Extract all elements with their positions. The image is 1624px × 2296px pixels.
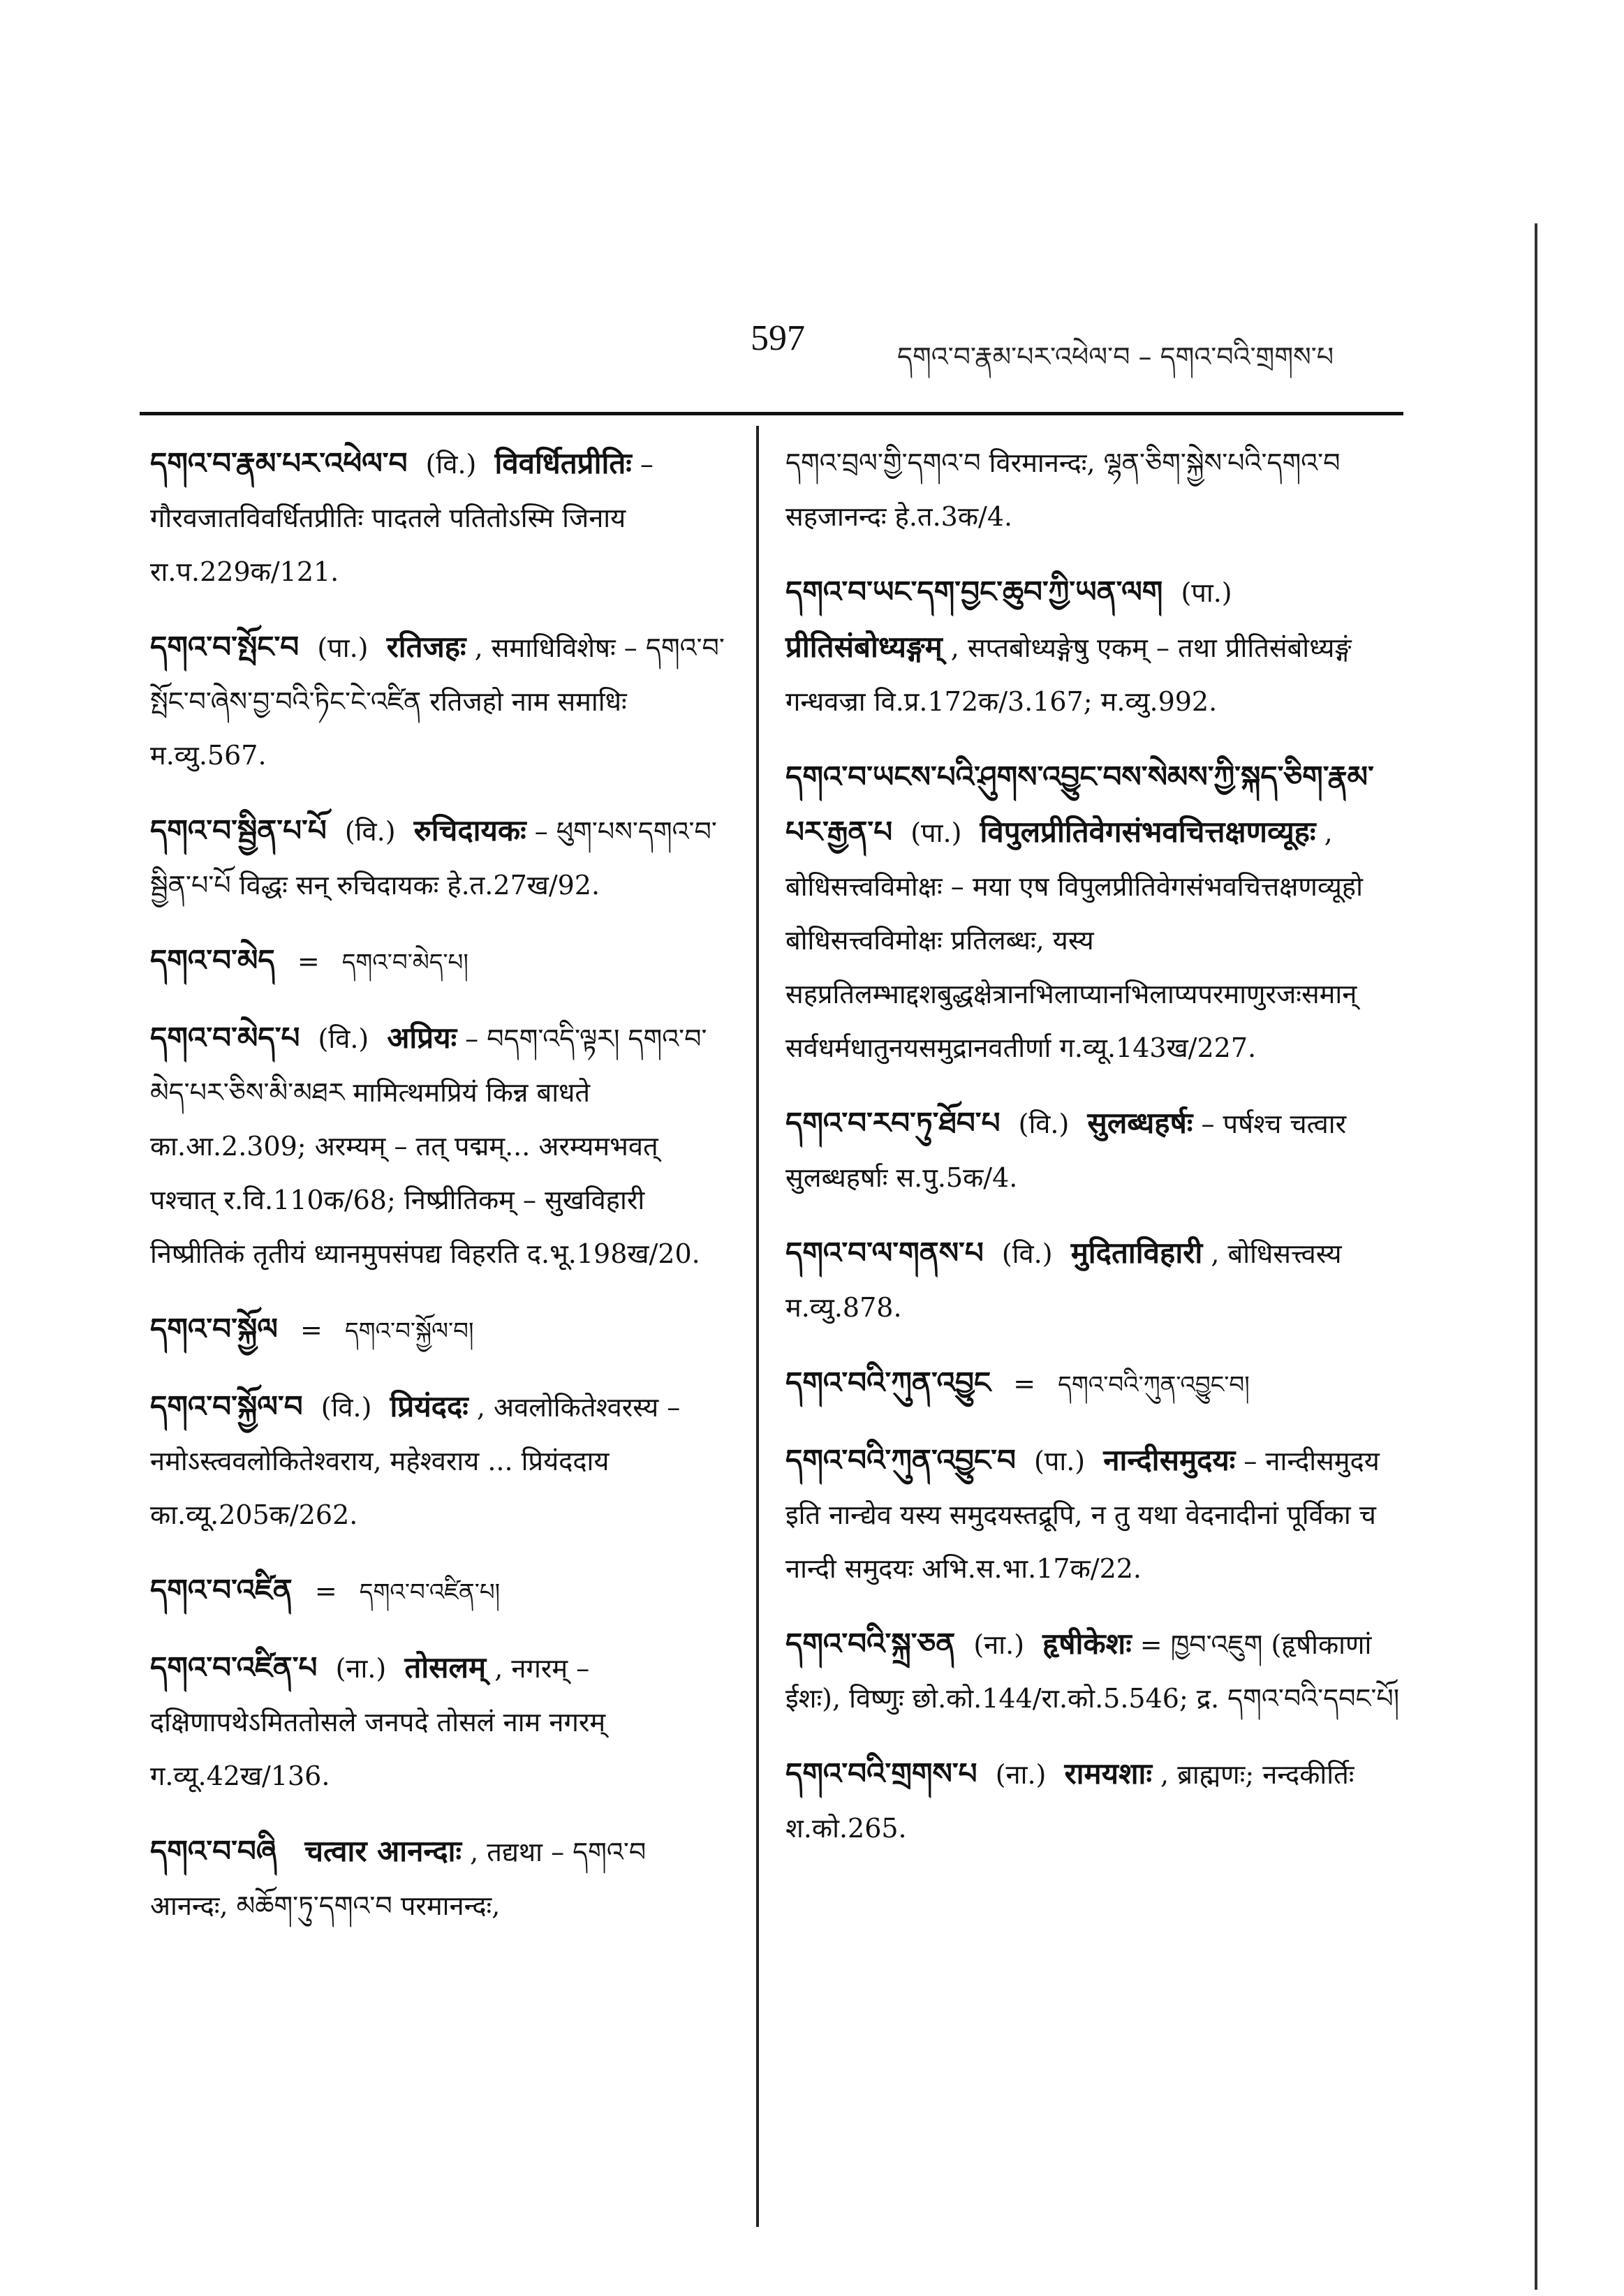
entry-main: तोसलम् [404, 1650, 487, 1684]
entry-grammar: (पा.) [1033, 1446, 1086, 1476]
entry-main: हृषीकेशः [1042, 1627, 1132, 1661]
entry-text: དགའ་བྲལ་གྱི་དགའ་བ विरमानन्दः, ལྷན་ཅིག་སྐྱེས་པའི་དགའ་བ सहजानन्दः हे.त.3क/4. [785, 447, 1341, 532]
entry-headword: དགའ་བ་མེད [150, 943, 275, 977]
entry-headword: དགའ་བ་མེད་པ [150, 1021, 300, 1055]
dictionary-entry [785, 1617, 1400, 1726]
dictionary-entry [785, 1096, 1400, 1205]
page-edge-line [1535, 223, 1537, 2290]
dictionary-entry [785, 750, 1400, 1075]
entry-main: विपुलप्रीतिवेगसंभवचित्तक्षणव्यूहः [980, 815, 1316, 849]
entry-grammar: (पा.) [317, 632, 369, 663]
entry-text: དགའ་བའི་ཀུན་འབྱུང་བ། [1058, 1371, 1250, 1399]
entry-equals: = [1013, 1368, 1036, 1399]
entry-text: , सप्तबोध्यङ्गेषु एकम् – तथा प्रीतिसंबोध्यङ्गं गन्धवज्रा वि.प्र.172क/3.167; म.व्यु.992. [785, 632, 1352, 717]
entry-main: चत्वार आनन्दाः [304, 1834, 462, 1868]
entry-text: , बोधिसत्त्वविमोक्षः – मया एष विपुलप्रीतिवेगसंभवचित्तक्षणव्यूहो बोधिसत्त्वविमोक्षः प्रतिलब्धः, यस्य सहप्रतिलम्भाद्दशबुद्धक्षेत्रानभिलाप्यानभिलाप्यपरमाणुरजःसमान् सर्वधर्मधातुनयसमुद्रानवतीर्णा ग.व्यू.143ख/227. [785, 817, 1363, 1063]
entry-grammar: (ना.) [335, 1653, 387, 1684]
dictionary-entry [785, 1226, 1400, 1335]
dictionary-entry [150, 803, 730, 912]
page-number: 597 [751, 318, 805, 358]
entry-equals: = [300, 1314, 323, 1345]
entry-main: रुचिदायकः [413, 813, 526, 847]
entry-grammar: (वि.) [425, 449, 477, 480]
entry-main: अप्रियः [387, 1021, 457, 1055]
dictionary-entry [150, 1563, 730, 1620]
entry-headword: དགའ་བ་ཡང་དག་བྱང་ཆུབ་ཀྱི་ཡན་ལག [785, 575, 1163, 609]
entry-main: प्रियंददः [390, 1389, 468, 1423]
entry-main: विवर्धितप्रीतिः [494, 446, 632, 480]
entry-text: , ब्राह्मणः; नन्दकीर्तिः श.को.265. [785, 1759, 1354, 1844]
entry-text: དགའ་བ་སྐྱོལ་བ། [344, 1317, 474, 1345]
entry-main: नान्दीसमुदयः [1103, 1443, 1236, 1477]
entry-main: प्रीतिसंबोध्यङ्गम् [785, 630, 943, 664]
entry-text: – गौरवजातविवर्धितप्रीतिः पादतले पतितोऽस्मि जिनाय रा.प.229क/121. [150, 449, 654, 587]
dictionary-entry [150, 1640, 730, 1803]
entry-text: , तद्यथा – དགའ་བ आनन्दः, མཆོག་ཏུ་དགའ་བ परमानन्दः, [150, 1837, 647, 1921]
entry-text: , बोधिसत्त्वस्य म.व्यु.878. [785, 1238, 1342, 1323]
dictionary-entry-continued [785, 436, 1400, 544]
entry-grammar: (वि.) [1018, 1109, 1070, 1139]
entry-headword: དགའ་བ་རབ་ཏུ་ཐོབ་པ [785, 1106, 1001, 1140]
header-rule [140, 412, 1403, 415]
entry-text: – पर्षश्च चत्वार सुलब्धहर्षाः स.पु.5क/4. [785, 1109, 1347, 1193]
entry-grammar: (वि.) [1001, 1238, 1053, 1269]
entry-headword: དགའ་བ་སྐྱོལ [150, 1312, 278, 1346]
dictionary-entry [150, 1011, 730, 1281]
entry-grammar: (वि.) [320, 1392, 372, 1423]
dictionary-entry [785, 1356, 1400, 1412]
dictionary-entry [150, 620, 730, 783]
entry-headword: དགའ་བ་འཛིན [150, 1573, 293, 1607]
dictionary-entry [785, 1747, 1400, 1856]
entry-equals: = [297, 946, 320, 977]
entry-headword: དགའ་བ་སྦྱིན་པ་པོ [150, 813, 327, 847]
dictionary-entry [150, 933, 730, 990]
dictionary-entry [150, 1824, 730, 1933]
entry-main: सुलब्धहर्षः [1087, 1106, 1193, 1140]
entry-headword: དགའ་བ་རྣམ་པར་འཕེལ་བ [150, 446, 408, 480]
entry-main: मुदिताविहारी [1070, 1236, 1203, 1270]
entry-grammar: (पा.) [910, 817, 962, 848]
entry-grammar: (पा.) [1181, 577, 1232, 608]
entry-headword: དགའ་བ་སྐྱོལ་བ [150, 1389, 303, 1423]
entry-text: – ཕུག་པས་དགའ་བ་སྦྱིན་པ་པོ विद्धः सन् रुचिदायकः हे.त.27ख/92. [150, 816, 717, 901]
entry-headword: དགའ་བ་སྤོང་བ [150, 630, 300, 664]
entry-text: – नान्दीसमुदय इति नान्द्येव यस्य समुदयस्तद्रूपि, न तु यथा वेदनादीनां पूर्विका च नान्दी समुदयः अभि.स.भा.17क/22. [785, 1446, 1380, 1584]
entry-text: – བདག་འདི་ལྟར། དགའ་བ་མེད་པར་ཅིས་མི་མཐར मामित्थमप्रियं किन्न बाधते का.आ.2.309; अरम्यम् – तत् पद्मम्... अरम्यमभवत् पश्चात् र.वि.110क/68; निष्प्रीतिकम् – सुखविहारी निष्प्रीतिकं तृतीयं ध्यानमुपसंपद्य विहरति द.भू.198ख/20. [150, 1023, 707, 1269]
entry-headword: དགའ་བའི་ཀུན་འབྱུང [785, 1365, 991, 1400]
right-column [785, 436, 1400, 1876]
entry-headword: དགའ་བའི་ཀུན་འབྱུང་བ [785, 1443, 1016, 1477]
entry-main: रतिजहः [386, 630, 466, 664]
dictionary-entry [150, 1379, 730, 1542]
column-divider [756, 426, 759, 2227]
dictionary-entry [150, 436, 730, 599]
entry-text: , अवलोकितेश्वरस्य – नमोऽस्त्ववलोकितेश्वराय, महेश्वराय ... प्रियंददाय का.व्यू.205क/262. [150, 1392, 681, 1530]
entry-main: रामयशाः [1064, 1756, 1152, 1791]
entry-text: དགའ་བ་འཛིན་པ། [359, 1578, 501, 1606]
dictionary-entry [785, 565, 1400, 729]
running-head: དགའ་བ་རྣམ་པར་འཕེལ་བ – དགའ་བའི་གྲགས་པ [897, 341, 1334, 372]
entry-headword: དགའ་བའི་སྐྲ་ཅན [785, 1627, 956, 1661]
entry-grammar: (ना.) [973, 1629, 1025, 1660]
entry-text: , समाधिविशेषः – དགའ་བ་སྤོང་བ་ཞེས་བྱ་བའི་ཏིང་ངེ་འཛིན रतिजहो नाम समाधिः म.व्यु.567. [150, 632, 725, 771]
entry-headword: དགའ་བ་བཞི [150, 1834, 277, 1868]
page-header [0, 318, 1624, 373]
entry-grammar: (वि.) [318, 1023, 369, 1054]
entry-headword: དགའ་བ་འཛིན་པ [150, 1650, 318, 1684]
entry-grammar: (ना.) [995, 1759, 1047, 1790]
left-column [150, 436, 730, 1954]
entry-text: དགའ་བ་མེད་པ། [341, 949, 468, 977]
entry-text: = ཁྱབ་འཇུག (हृषीकाणां ईशः), विष्णुः छो.को.144/रा.को.5.546; द्र. དགའ་བའི་དབང་པོ། [785, 1629, 1400, 1714]
dictionary-entry [785, 1433, 1400, 1596]
entry-headword: དགའ་བ་ཡངས་པའི་ཤུགས་འབྱུང་བས་སེམས་ཀྱི་སྐད་ཅིག་རྣམ་པར་རྒྱན་པ [785, 760, 1374, 849]
dictionary-entry [150, 1302, 730, 1358]
entry-headword: དགའ་བ་ལ་གནས་པ [785, 1236, 984, 1270]
entry-text: , नगरम् – दक्षिणापथेऽमिततोसले जनपदे तोसलं नाम नगरम् ग.व्यू.42ख/136. [150, 1653, 606, 1791]
entry-grammar: (वि.) [344, 816, 396, 847]
entry-headword: དགའ་བའི་གྲགས་པ [785, 1756, 977, 1791]
entry-equals: = [314, 1576, 337, 1606]
